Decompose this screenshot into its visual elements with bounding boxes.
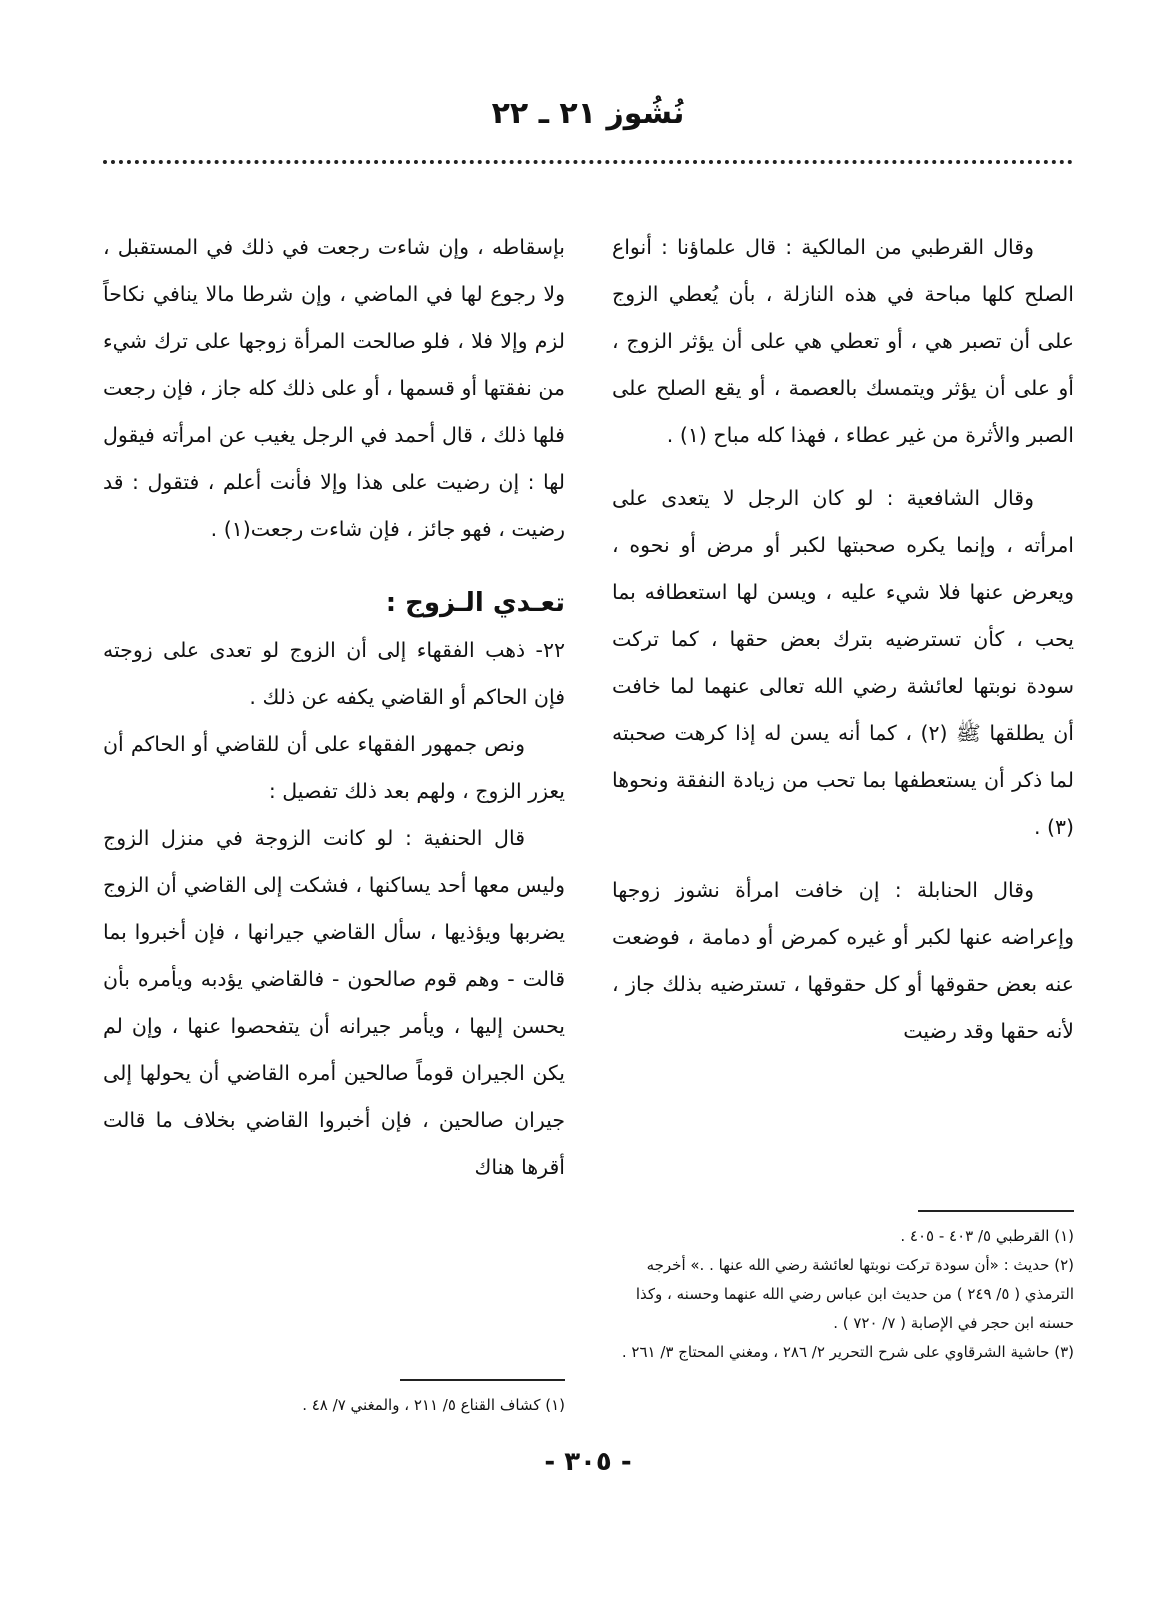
footnote-item: (٢) حديث : «أن سودة تركت نوبتها لعائشة رضي الله عنها . .» أخرجه الترمذي ( ٥/ ٢٤٩ ) من حديث ابن عباس رضي الله عنهما وحسنه ، وكذا حسنه ابن حجر في الإصابة ( ٧/ ٧٢٠ ) . xyxy=(635,1256,1074,1332)
footnote-divider-right xyxy=(918,1210,1074,1212)
paragraph-22: ٢٢- ذهب الفقهاء إلى أن الزوج لو تعدى على زوجته فإن الحاكم أو القاضي يكفه عن ذلك . xyxy=(103,638,565,709)
paragraph-hanabila: وقال الحنابلة : إن خافت امرأة نشوز زوجها وإعراضه عنها لكبر أو غيره كمرض أو دمامة ، فوضعت عنه بعض حقوقها أو كل حقوقها ، تسترضيه بذلك جاز ، لأنه حقها وقد رضيت xyxy=(612,878,1074,1043)
paragraph-shafiiyya: وقال الشافعية : لو كان الرجل لا يتعدى على امرأته ، وإنما يكره صحبتها لكبر أو مرض أو نحوه ، ويعرض عنها فلا شيء عليه ، ويسن لها استعطافه بما يحب ، كأن تسترضيه بترك بعض حقها ، كما تركت سودة نوبتها لعائشة رضي الله تعالى عنهما لما خافت أن يطلقها ﷺ (٢) ، كما أنه يسن له إذا كرهت صحبته لما ذكر أن يستعطفها بما تحب من زيادة النفقة ونحوها (٣) . xyxy=(612,486,1074,839)
right-column xyxy=(612,224,1074,1055)
footnote-item: (١) كشاف القناع ٥/ ٢١١ ، والمغني ٧/ ٤٨ . xyxy=(302,1396,565,1414)
footnote-divider-left xyxy=(400,1379,565,1381)
footnote-item: (٣) حاشية الشرقاوي على شرح التحرير ٢/ ٢٨٦ ، ومغني المحتاج ٣/ ٢٦١ . xyxy=(621,1343,1074,1361)
section-heading: تعـدي الـزوج : xyxy=(385,588,565,618)
paragraph-malikiyya: وقال القرطبي من المالكية : قال علماؤنا : أنواع الصلح كلها مباحة في هذه النازلة ، بأن يُعطي الزوج على أن تصبر هي ، أو تعطي هي على أن يؤثر الزوج ، أو على أن يؤثر ويتمسك بالعصمة ، أو يقع الصلح على الصبر والأثرة من غير عطاء ، فهذا كله مباح (١) . xyxy=(612,235,1074,447)
paragraph-hanafiyya: قال الحنفية : لو كانت الزوجة في منزل الزوج وليس معها أحد يساكنها ، فشكت إلى القاضي أن الزوج يضربها ويؤذيها ، سأل القاضي جيرانها ، فإن أخبروا بما قالت - وهم قوم صالحون - فالقاضي يؤدبه ويأمره بأن يحسن إليها ، ويأمر جيرانه أن يتفحصوا عنها ، وإن لم يكن الجيران قوماً صالحين أمره القاضي أن يحولها إلى جيران صالحين ، فإن أخبروا القاضي بخلاف ما قالت أقرها هناك xyxy=(103,826,565,1179)
footnotes-left xyxy=(103,1391,565,1420)
paragraph-continuation: بإسقاطه ، وإن شاءت رجعت في ذلك في المستقبل ، ولا رجوع لها في الماضي ، وإن شرطا مالا ينافي نكاحاً لزم وإلا فلا ، فلو صالحت المرأة زوجها على ترك شيء من نفقتها أو قسمها ، أو على ذلك كله جاز ، فإن رجعت فلها ذلك ، قال أحمد في الرجل يغيب عن امرأته فيقول لها : إن رضيت على هذا وإلا فأنت أعلم ، فتقول : قد رضيت ، فهو جائز ، فإن شاءت رجعت(١) . xyxy=(103,235,565,541)
footnote-item: (١) القرطبي ٥/ ٤٠٣ - ٤٠٥ . xyxy=(900,1227,1074,1245)
running-header: نُشُوز ٢١ ـ ٢٢ xyxy=(491,96,685,131)
page-number: - ٣٠٥ - xyxy=(544,1447,632,1477)
header-dotted-rule xyxy=(103,160,1073,164)
left-column xyxy=(103,224,565,1191)
footnotes-right xyxy=(612,1222,1074,1367)
paragraph-jumhur: ونص جمهور الفقهاء على أن للقاضي أو الحاكم أن يعزر الزوج ، ولهم بعد ذلك تفصيل : xyxy=(103,732,565,803)
